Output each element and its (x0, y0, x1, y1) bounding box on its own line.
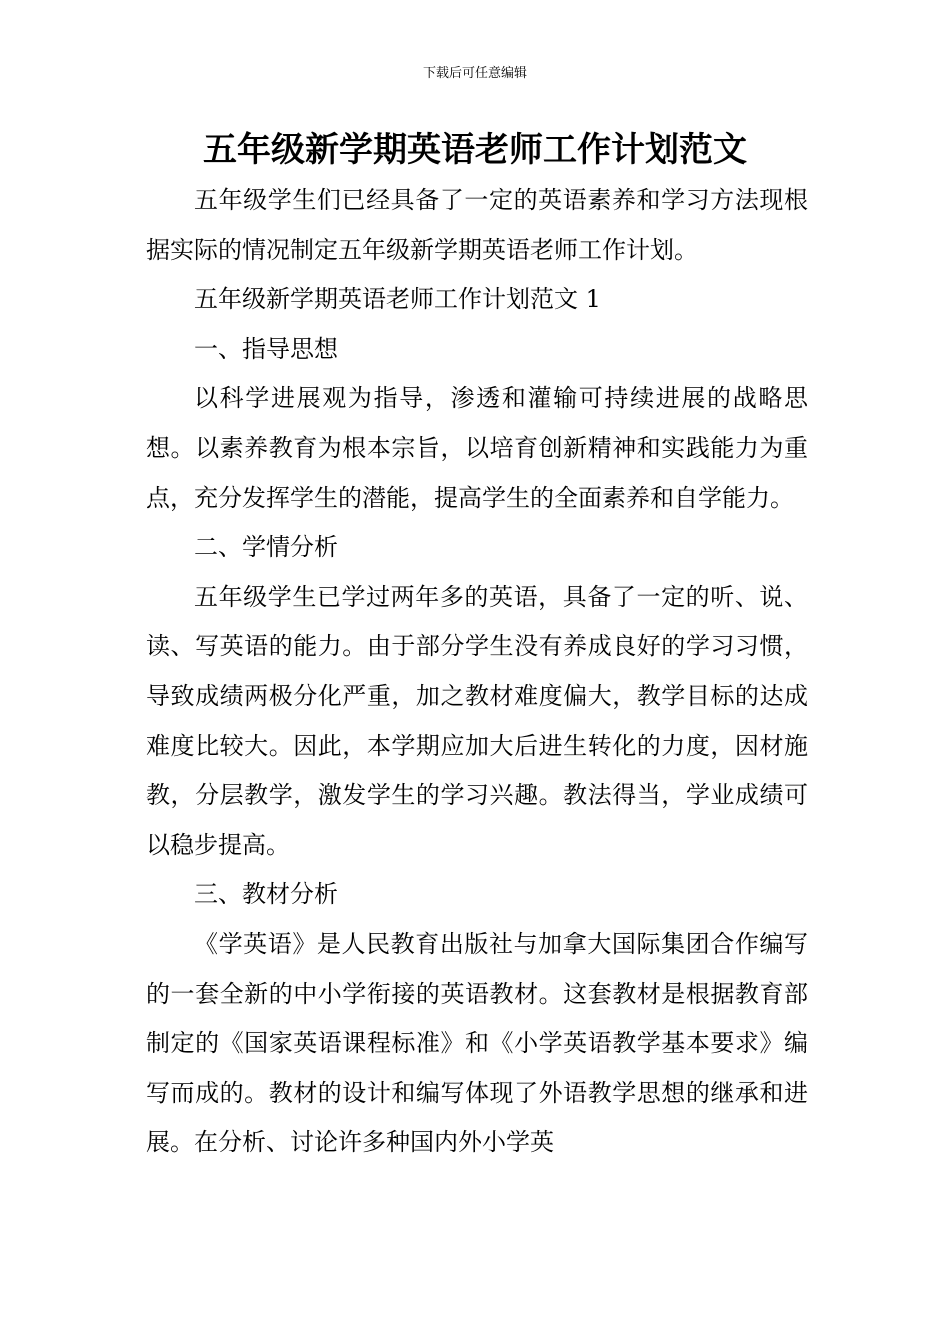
intro-paragraph: 五年级学生们已经具备了一定的英语素养和学习方法现根据实际的情况制定五年级新学期英语老师工作计划。 (146, 186, 808, 264)
section-heading-guiding-ideology: 一、指导思想 (194, 334, 338, 363)
body-paragraph: 《学英语》是人民教育出版社与加拿大国际集团合作编写的一套全新的中小学衔接的英语教材。这套教材是根据教育部制定的《国家英语课程标准》和《小学英语教学基本要求》编写而成的。教材的设计和编写体现了外语教学思想的继承和进展。在分析、讨论许多种国内外小学英 (146, 929, 808, 1157)
section-heading-student-analysis: 二、学情分析 (194, 533, 338, 562)
document-body (146, 176, 808, 1168)
subtitle-paragraph: 五年级新学期英语老师工作计划范文 1 (194, 285, 601, 314)
header-note: 下载后可任意编辑 (422, 66, 527, 81)
document-title: 五年级新学期英语老师工作计划范文 (203, 130, 747, 170)
body-paragraph: 以科学进展观为指导，渗透和灌输可持续进展的战略思想。以素养教育为根本宗旨，以培育创新精神和实践能力为重点，充分发挥学生的潜能，提高学生的全面素养和自学能力。 (146, 384, 808, 512)
section-heading-textbook-analysis: 三、教材分析 (194, 880, 338, 909)
body-paragraph: 五年级学生已学过两年多的英语，具备了一定的听、说、读、写英语的能力。由于部分学生没有养成良好的学习习惯，导致成绩两极分化严重，加之教材难度偏大，教学目标的达成难度比较大。因此，本学期应加大后进生转化的力度，因材施教，分层教学，激发学生的学习兴趣。教法得当，学业成绩可以稳步提高。 (146, 582, 808, 859)
